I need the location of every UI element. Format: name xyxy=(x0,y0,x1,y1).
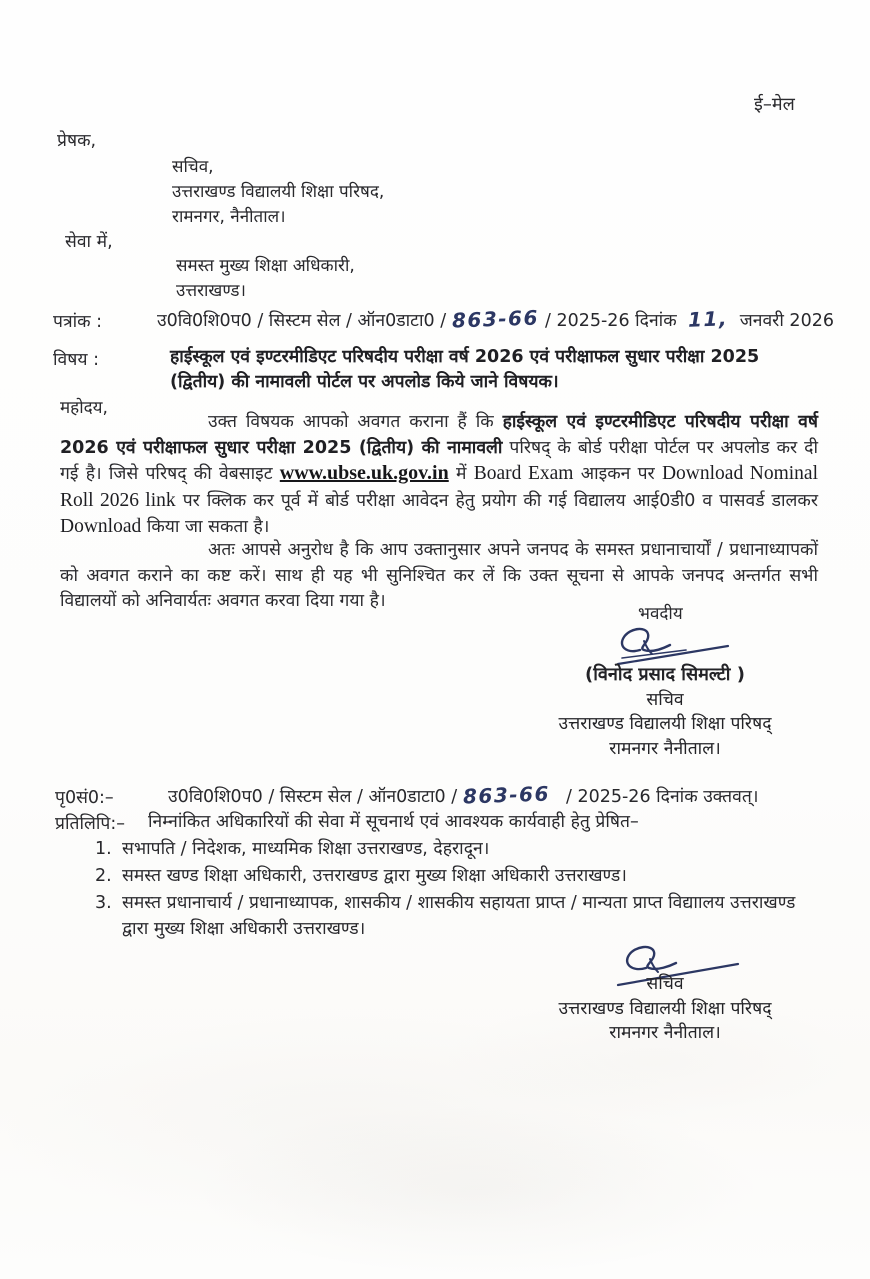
body-paragraph-2: अतः आपसे अनुरोध है कि आप उक्तानुसार अपने जनपद के समस्त प्रधानाचार्यों / प्रधानाध्यापकों को अवगत कराने का कष्ट करें। साथ ही यह भी सुनिश्चित कर लें कि उक्त सूचना से आपके जनपद अन्तर्गत सभी विद्यालयों को अनिवार्यतः अवगत करवा दिया गया है। xyxy=(60,540,818,612)
recipient-line-1: समस्त मुख्य शिक्षा अधिकारी, xyxy=(176,256,355,276)
para1-text: उक्त विषयक आपको अवगत कराना हैं कि xyxy=(208,412,503,432)
subject-label: विषय : xyxy=(53,350,99,370)
footer-place: रामनगर नैनीताल। xyxy=(609,1023,721,1043)
item-text: समस्त प्रधानाचार्य / प्रधानाध्यापक, शासकीय / शासकीय सहायता प्राप्त / मान्यता प्राप्त विद्याालय उत्तराखण्ड द्वारा मुख्य शिक्षा अधिकारी उत्तराखण्ड। xyxy=(122,893,796,939)
item-number: 3. xyxy=(95,893,112,913)
sender-line-3: रामनगर, नैनीताल। xyxy=(172,207,286,227)
item-number: 2. xyxy=(95,866,112,886)
copy-intro: निम्नांकित अधिकारियों की सेवा में सूचनार्थ एवं आवश्यक कार्यवाही हेतु प्रेषित– xyxy=(148,812,639,832)
recipient-line-2: उत्तराखण्ड। xyxy=(176,281,246,301)
footer-signature-block xyxy=(540,972,790,1046)
signatory-organization: उत्तराखण्ड विद्यालयी शिक्षा परिषद् xyxy=(558,714,772,734)
para1-text-4: आइकन पर xyxy=(573,464,662,485)
item-text: सभापति / निदेशक, माध्यमिक शिक्षा उत्तराखण्ड, देहरादून। xyxy=(122,839,490,859)
footer-designation: सचिव xyxy=(646,974,684,994)
para1-text-5: पर क्लिक कर पूर्व में बोर्ड परीक्षा आवेदन हेतु प्रयोग की गई विद्यालय आई0डी0 व पासवर्ड डालकर xyxy=(175,490,818,511)
endorsement-ref-label: पृ0सं0:– xyxy=(55,788,114,808)
para1-bold-exam-title: हाईस्कूल एवं इण्टरमीडिएट परिषदीय परीक्षा वर्ष 2026 एवं परीक्षाफल सुधार परीक्षा 2025 (द्वितीय) की नामावली xyxy=(60,412,818,458)
subject-line-1: हाईस्कूल एवं इण्टरमीडिएट परिषदीय परीक्षा वर्ष 2026 एवं परीक्षाफल सुधार परीक्षा 2025 xyxy=(170,347,760,367)
ref-suffix: जनवरी 2026 xyxy=(739,311,834,331)
endorsement-ref-number-handwritten: 863-66 xyxy=(462,781,551,809)
para1-text-2: परिषद् के बोर्ड परीक्षा पोर्टल पर अपलोड कर दी गई है। जिसे परिषद् की वेबसाइट xyxy=(60,437,818,485)
ref-label: पत्रांक : xyxy=(53,312,103,332)
footer-organization: उत्तराखण्ड विद्यालयी शिक्षा परिषद् xyxy=(558,998,772,1019)
subject-text xyxy=(170,345,820,395)
para1-text-3: में xyxy=(448,464,474,485)
copy-label: प्रतिलिपि:– xyxy=(55,814,125,834)
item-number: 1. xyxy=(95,839,112,859)
sender-line-2: उत्तराखण्ड विद्यालयी शिक्षा परिषद, xyxy=(172,182,385,202)
website-url: www.ubse.uk.gov.in xyxy=(279,462,449,485)
download-latin: Download xyxy=(60,516,142,538)
signatory-block xyxy=(540,663,790,761)
signatory-name: (विनोद प्रसाद सिमल्टी ) xyxy=(585,664,745,685)
recipient-label: सेवा में, xyxy=(65,232,113,252)
signatory-designation: सचिव xyxy=(646,689,684,710)
sender-line-1: सचिव, xyxy=(172,157,214,177)
item-text: समस्त खण्ड शिक्षा अधिकारी, उत्तराखण्ड द्वारा मुख्य शिक्षा अधिकारी उत्तराखण्ड। xyxy=(122,866,627,886)
ref-mid: / 2025-26 दिनांक xyxy=(545,311,677,331)
endorsement-ref-suffix: / 2025-26 दिनांक उक्तवत्। xyxy=(566,787,759,807)
signatory-place: रामनगर नैनीताल। xyxy=(609,738,721,759)
para1-text-6: किया जा सकता है। xyxy=(141,517,270,538)
body-paragraph-1 xyxy=(60,410,818,541)
ref-date-handwritten: 11, xyxy=(687,306,729,332)
board-exam-latin: Board Exam xyxy=(473,463,574,485)
copy-recipient-item xyxy=(95,891,805,942)
copy-recipient-item xyxy=(95,837,805,863)
salutation: महोदय, xyxy=(60,398,108,418)
subject-line-2: (द्वितीय) की नामावली पोर्टल पर अपलोड किये जाने विषयक। xyxy=(170,372,559,392)
ref-number-handwritten: 863-66 xyxy=(451,305,540,333)
copy-recipient-list xyxy=(95,837,805,944)
valediction: भवदीय xyxy=(638,604,683,624)
email-label: ई–मेल xyxy=(754,94,795,115)
ref-prefix: उ0वि0शि0प0 / सिस्टम सेल / ऑन0डाटा0 / xyxy=(157,311,447,331)
sender-label: प्रेषक, xyxy=(57,131,97,151)
endorsement-ref-line xyxy=(168,782,858,810)
endorsement-ref-prefix: उ0वि0शि0प0 / सिस्टम सेल / ऑन0डाटा0 / xyxy=(168,787,458,807)
ref-line xyxy=(157,306,847,334)
download-link-latin: Download Nominal Roll 2026 link xyxy=(60,463,819,511)
copy-recipient-item xyxy=(95,864,805,890)
